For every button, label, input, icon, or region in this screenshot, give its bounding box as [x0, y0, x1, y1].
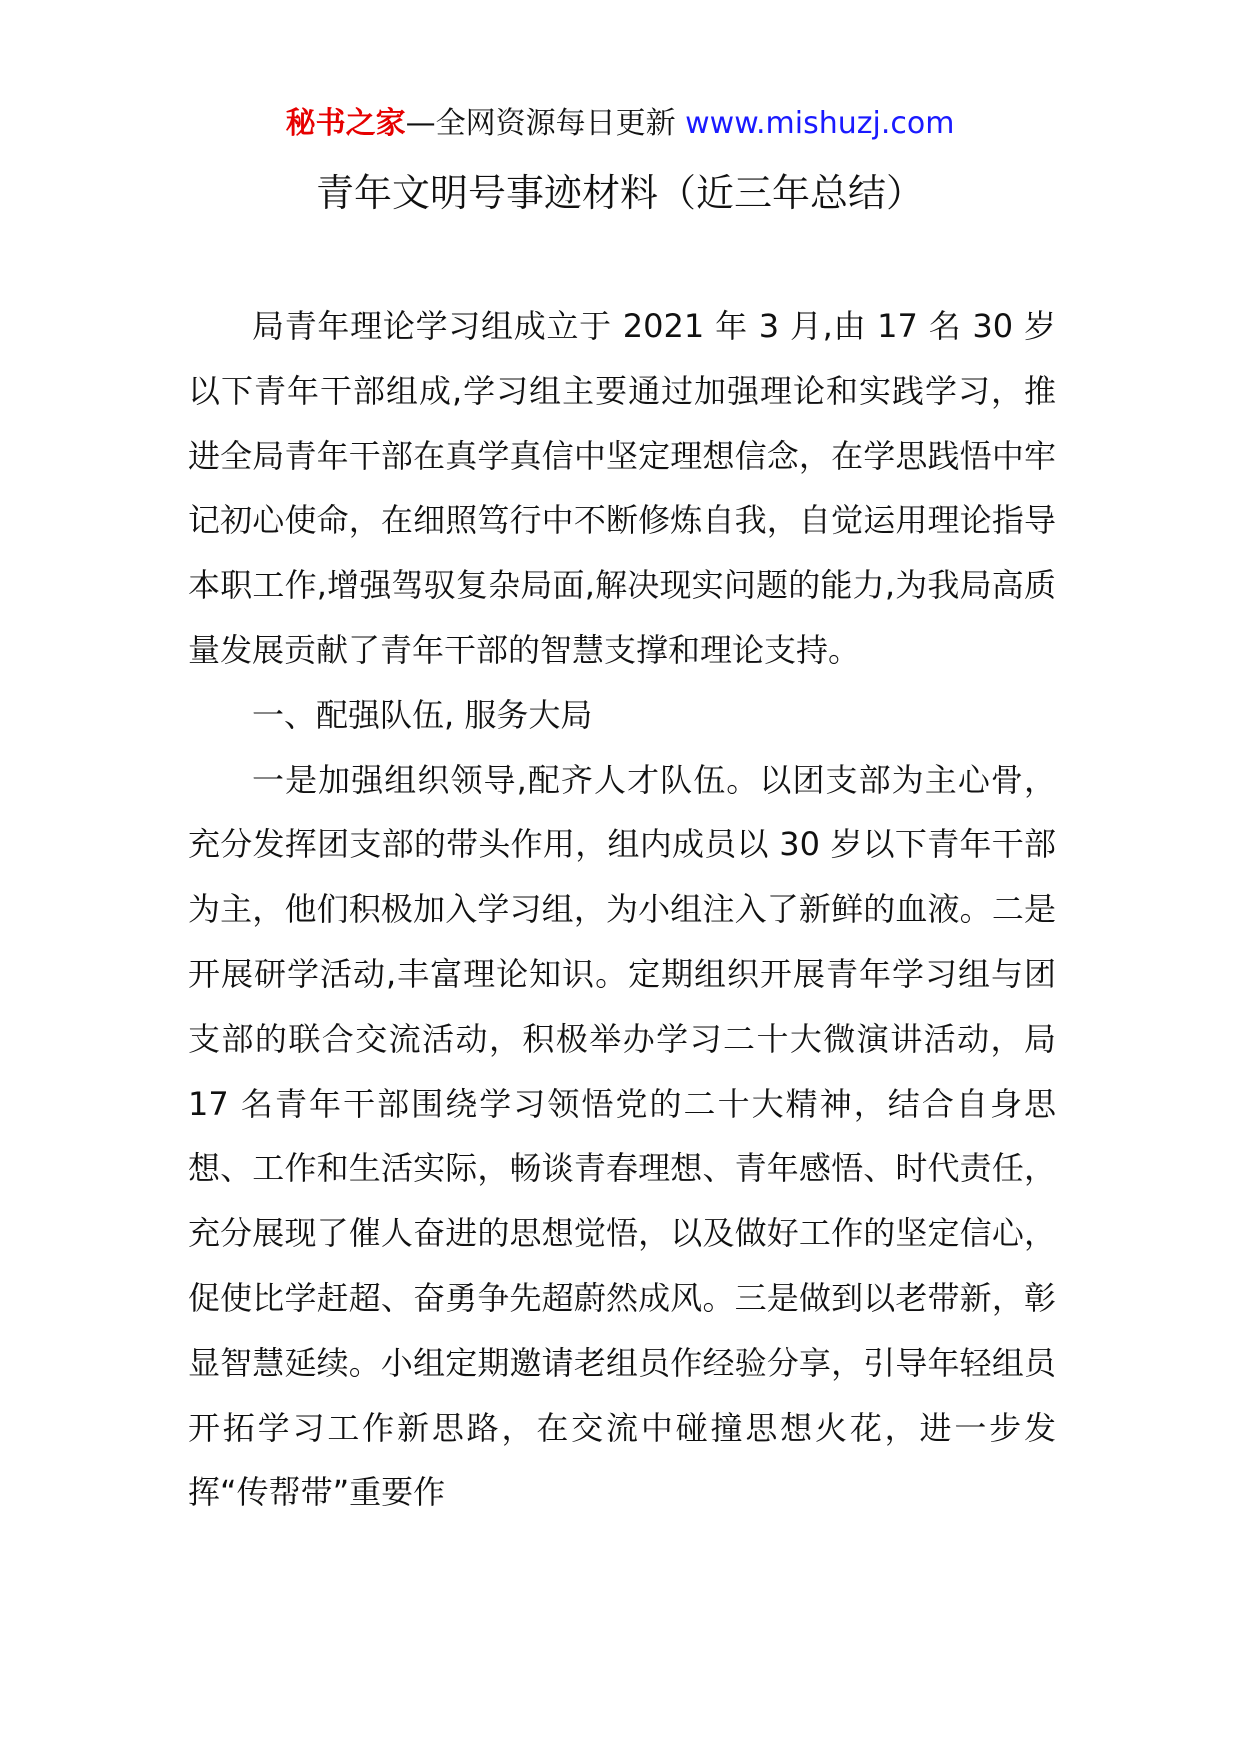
site-tagline: —全网资源每日更新: [405, 106, 686, 141]
document-title: 青年文明号事迹材料（近三年总结）: [315, 171, 924, 215]
section-heading: 一、配强队伍, 服务大局: [252, 695, 593, 734]
site-brand: 秘书之家: [285, 106, 406, 141]
site-header: [0, 104, 1240, 144]
intro-paragraph: 局青年理论学习组成立于 2021 年 3 月,由 17 名 30 岁以下青年干部组成,学习组主要通过加强理论和实践学习，推进全局青年干部在真学真信中坚定理想信念，在学思践悟中牢记初心使命，在细照笃行中不断修炼自我，自觉运用理论指导本职工作,增强驾驭复杂局面,解决现实问题的能力,为我局高质量发展贡献了青年干部的智慧支撑和理论支持。: [188, 307, 1056, 669]
site-url-link[interactable]: www.mishuzj.com: [685, 106, 955, 141]
document-body: [188, 294, 1056, 1525]
body-paragraph: 一是加强组织领导,配齐人才队伍。以团支部为主心骨，充分发挥团支部的带头作用，组内成员以 30 岁以下青年干部为主，他们积极加入学习组，为小组注入了新鲜的血液。二是开展研学活动,丰富理论知识。定期组织开展青年学习组与团支部的联合交流活动，积极举办学习二十大微演讲活动，局 17 名青年干部围绕学习领悟党的二十大精神，结合自身思想、工作和生活实际，畅谈青春理想、青年感悟、时代责任，充分展现了催人奋进的思想觉悟，以及做好工作的坚定信心，促使比学赶超、奋勇争先超蔚然成风。三是做到以老带新，彰显智慧延续。小组定期邀请老组员作经验分享，引导年轻组员开拓学习工作新思路，在交流中碰撞思想火花，进一步发挥“传帮带”重要作: [188, 760, 1056, 1512]
